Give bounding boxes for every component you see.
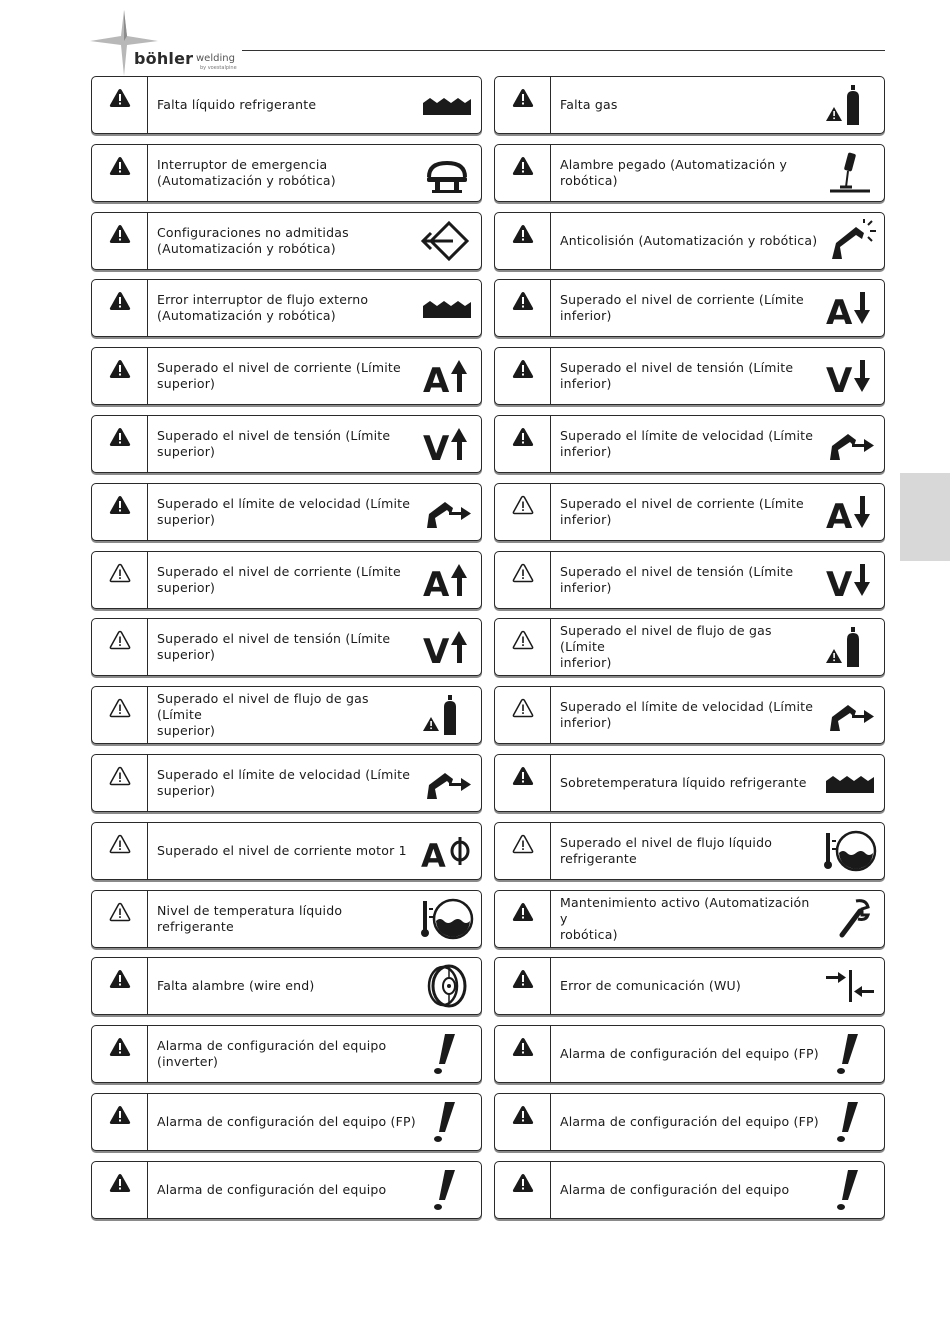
warning-outline-icon xyxy=(512,630,534,650)
alarm-label xyxy=(157,958,417,1014)
alarm-label-text: Falta alambre (wire end) xyxy=(157,978,315,994)
alarm-label-text: Falta gas xyxy=(560,97,618,112)
card-divider xyxy=(550,687,551,743)
current-down-icon xyxy=(822,286,878,330)
warning-outline-icon xyxy=(512,834,534,854)
alarm-label xyxy=(157,348,417,404)
warning-solid-icon xyxy=(512,291,534,311)
svg-text:V: V xyxy=(423,428,450,466)
alarm-card xyxy=(91,754,482,812)
alarm-label xyxy=(560,958,820,1014)
card-divider xyxy=(147,687,148,743)
alarm-label-text: Superado el límite de velocidad (Límite superior) xyxy=(157,766,411,798)
alarm-label xyxy=(157,416,417,472)
exclamation-icon xyxy=(419,1100,475,1144)
alarm-grid xyxy=(91,76,885,1219)
warning-solid-icon xyxy=(512,969,534,989)
alarm-label-text: Superado el límite de velocidad (Límite inferior) xyxy=(560,427,814,459)
alarm-label-text: Superado el nivel de corriente motor 1 xyxy=(157,842,407,858)
card-divider xyxy=(550,77,551,133)
card-divider xyxy=(550,484,551,540)
card-divider xyxy=(147,348,148,404)
card-divider xyxy=(550,213,551,269)
alarm-label xyxy=(157,823,417,879)
alarm-card xyxy=(494,212,885,270)
gas-cylinder-warning-icon xyxy=(419,693,475,737)
chapter-tab xyxy=(900,473,950,561)
alarm-card xyxy=(494,144,885,202)
alarm-card xyxy=(91,957,482,1015)
svg-text:V: V xyxy=(826,361,853,399)
alarm-card xyxy=(91,890,482,948)
warning-solid-icon xyxy=(512,1105,534,1125)
warning-solid-icon xyxy=(109,969,131,989)
card-divider xyxy=(550,891,551,947)
alarm-label-text: Configuraciones no admitidas (Automatización y robótica) xyxy=(157,224,349,256)
alarm-label xyxy=(157,755,417,811)
warning-outline-icon xyxy=(109,766,131,786)
alarm-label-text: Alarma de configuración del equipo xyxy=(560,1181,790,1197)
alarm-label xyxy=(560,755,820,811)
motor-current-icon xyxy=(419,829,475,873)
svg-text:A: A xyxy=(423,361,450,399)
warning-solid-icon xyxy=(109,156,131,176)
wire-stuck-icon xyxy=(822,151,878,195)
alarm-card xyxy=(494,686,885,744)
warning-solid-icon xyxy=(512,427,534,447)
card-divider xyxy=(147,619,148,675)
alarm-label-text: Alarma de configuración del equipo (FP) xyxy=(157,1113,416,1129)
alarm-label xyxy=(157,1162,417,1218)
voltage-up-icon xyxy=(419,422,475,466)
alarm-label xyxy=(560,1094,820,1150)
warning-outline-icon xyxy=(109,630,131,650)
alarm-card xyxy=(91,144,482,202)
alarm-label xyxy=(157,619,417,675)
coolant-icon xyxy=(419,83,475,127)
warning-solid-icon xyxy=(512,88,534,108)
alarm-label-text: Interruptor de emergencia (Automatización y robótica) xyxy=(157,156,336,188)
alarm-card xyxy=(494,551,885,609)
alarm-card xyxy=(91,1161,482,1219)
alarm-label xyxy=(157,1094,417,1150)
alarm-card xyxy=(494,890,885,948)
voltage-down-icon xyxy=(822,354,878,398)
alarm-card xyxy=(494,1025,885,1083)
alarm-card xyxy=(494,76,885,134)
alarm-label-text: Superado el nivel de tensión (Límite superior) xyxy=(157,631,391,663)
card-divider xyxy=(147,552,148,608)
alarm-card xyxy=(91,279,482,337)
brand-sub: welding xyxy=(196,53,235,64)
alarm-label xyxy=(157,213,417,269)
coolant-flow-icon xyxy=(419,897,475,941)
coolant-icon xyxy=(419,286,475,330)
warning-solid-icon xyxy=(512,902,534,922)
alarm-card xyxy=(91,212,482,270)
bohler-logo xyxy=(88,8,248,78)
alarm-label-text: Superado el límite de velocidad (Límite inferior) xyxy=(560,699,814,731)
alarm-label-text: Superado el nivel de tensión (Límite superior) xyxy=(157,427,391,459)
alarm-card xyxy=(91,551,482,609)
warning-solid-icon xyxy=(512,766,534,786)
robot-speed-icon xyxy=(419,490,475,534)
exclamation-icon xyxy=(822,1032,878,1076)
voltage-up-icon xyxy=(419,625,475,669)
alarm-label xyxy=(560,619,820,675)
robot-speed-icon xyxy=(419,761,475,805)
alarm-label-text: Alarma de configuración del equipo xyxy=(157,1181,387,1197)
svg-text:A: A xyxy=(423,564,450,602)
alarm-label-text: Superado el límite de velocidad (Límite superior) xyxy=(157,495,411,527)
alarm-card xyxy=(494,483,885,541)
card-divider xyxy=(550,348,551,404)
coolant-flow-icon xyxy=(822,829,878,873)
warning-solid-icon xyxy=(512,156,534,176)
alarm-label-text: Mantenimiento activo (Automatización y robótica) xyxy=(560,894,810,942)
card-divider xyxy=(550,1162,551,1218)
warning-outline-icon xyxy=(512,563,534,583)
alarm-label xyxy=(157,891,417,947)
alarm-card xyxy=(494,822,885,880)
alarm-label-text: Superado el nivel de corriente (Límite superior) xyxy=(157,360,401,392)
config-arrow-icon xyxy=(419,219,475,263)
alarm-label xyxy=(157,145,417,201)
voltage-down-icon xyxy=(822,558,878,602)
alarm-card xyxy=(494,279,885,337)
alarm-label xyxy=(560,823,820,879)
warning-outline-icon xyxy=(109,698,131,718)
alarm-label xyxy=(157,77,417,133)
wire-spool-icon xyxy=(419,964,475,1008)
header-rule xyxy=(242,50,885,51)
alarm-card xyxy=(91,347,482,405)
card-divider xyxy=(550,416,551,472)
alarm-label-text: Nivel de temperatura líquido refrigerante xyxy=(157,902,343,934)
gas-cylinder-warning-icon xyxy=(822,625,878,669)
alarm-label xyxy=(560,213,820,269)
gas-cylinder-warning-icon xyxy=(822,83,878,127)
alarm-label-text: Superado el nivel de flujo de gas (Límite superior) xyxy=(157,691,369,739)
warning-solid-icon xyxy=(512,1173,534,1193)
card-divider xyxy=(550,755,551,811)
alarm-card xyxy=(91,483,482,541)
card-divider xyxy=(147,1026,148,1082)
card-divider xyxy=(550,958,551,1014)
warning-outline-icon xyxy=(109,902,131,922)
card-divider xyxy=(550,619,551,675)
card-divider xyxy=(550,145,551,201)
alarm-label xyxy=(560,1162,820,1218)
alarm-label-text: Sobretemperatura líquido refrigerante xyxy=(560,774,807,790)
svg-text:V: V xyxy=(423,632,450,670)
card-divider xyxy=(147,213,148,269)
card-divider xyxy=(147,958,148,1014)
coolant-icon xyxy=(822,761,878,805)
warning-solid-icon xyxy=(512,224,534,244)
warning-outline-icon xyxy=(109,563,131,583)
alarm-label xyxy=(157,552,417,608)
alarm-label xyxy=(157,484,417,540)
alarm-card xyxy=(494,415,885,473)
alarm-label xyxy=(560,1026,820,1082)
alarm-label xyxy=(560,280,820,336)
alarm-label xyxy=(157,280,417,336)
alarm-label-text: Superado el nivel de tensión (Límite inferior) xyxy=(560,360,794,392)
alarm-label-text: Anticolisión (Automatización y robótica) xyxy=(560,232,818,248)
card-divider xyxy=(147,280,148,336)
warning-solid-icon xyxy=(109,1037,131,1057)
alarm-label xyxy=(560,891,820,947)
warning-outline-icon xyxy=(512,495,534,515)
robot-speed-icon xyxy=(822,422,878,466)
warning-solid-icon xyxy=(109,88,131,108)
warning-solid-icon xyxy=(109,291,131,311)
alarm-card xyxy=(494,957,885,1015)
card-divider xyxy=(147,484,148,540)
current-up-icon xyxy=(419,354,475,398)
alarm-label-text: Superado el nivel de corriente (Límite inferior) xyxy=(560,495,804,527)
alarm-label xyxy=(560,145,820,201)
card-divider xyxy=(147,1162,148,1218)
alarm-card xyxy=(494,618,885,676)
exclamation-icon xyxy=(419,1168,475,1212)
alarm-label-text: Superado el nivel de corriente (Límite inferior) xyxy=(560,292,804,324)
warning-outline-icon xyxy=(109,834,131,854)
exclamation-icon xyxy=(419,1032,475,1076)
alarm-label xyxy=(157,687,417,743)
alarm-card xyxy=(91,76,482,134)
alarm-label-text: Error de comunicación (WU) xyxy=(560,978,741,994)
alarm-label xyxy=(560,77,820,133)
alarm-label-text: Error interruptor de flujo externo (Automatización y robótica) xyxy=(157,292,369,324)
alarm-label xyxy=(560,687,820,743)
svg-text:A: A xyxy=(421,836,446,873)
alarm-card xyxy=(494,1093,885,1151)
alarm-label xyxy=(560,552,820,608)
svg-text:A: A xyxy=(826,496,853,534)
svg-text:A: A xyxy=(826,293,853,331)
alarm-card xyxy=(494,347,885,405)
alarm-card xyxy=(91,415,482,473)
current-down-icon xyxy=(822,490,878,534)
alarm-card xyxy=(494,754,885,812)
alarm-label xyxy=(157,1026,417,1082)
card-divider xyxy=(147,823,148,879)
alarm-card xyxy=(91,1025,482,1083)
warning-solid-icon xyxy=(109,359,131,379)
robot-collision-icon xyxy=(822,219,878,263)
alarm-card xyxy=(91,618,482,676)
warning-solid-icon xyxy=(109,1105,131,1125)
card-divider xyxy=(147,755,148,811)
warning-outline-icon xyxy=(512,698,534,718)
card-divider xyxy=(147,416,148,472)
card-divider xyxy=(147,1094,148,1150)
card-divider xyxy=(550,552,551,608)
alarm-label-text: Superado el nivel de flujo de gas (Límite inferior) xyxy=(560,623,772,671)
card-divider xyxy=(550,823,551,879)
svg-text:V: V xyxy=(826,564,853,602)
communication-icon xyxy=(822,964,878,1008)
alarm-label-text: Superado el nivel de flujo líquido refrigerante xyxy=(560,834,773,866)
alarm-card xyxy=(91,822,482,880)
exclamation-icon xyxy=(822,1168,878,1212)
card-divider xyxy=(147,77,148,133)
exclamation-icon xyxy=(822,1100,878,1144)
warning-solid-icon xyxy=(109,224,131,244)
alarm-card xyxy=(91,686,482,744)
wrench-icon xyxy=(822,897,878,941)
robot-speed-icon xyxy=(822,693,878,737)
brand-tag: by voestalpine xyxy=(200,65,237,71)
alarm-label-text: Alarma de configuración del equipo (FP) xyxy=(560,1046,819,1062)
alarm-label-text: Alambre pegado (Automatización y robótica) xyxy=(560,156,788,188)
current-up-icon xyxy=(419,558,475,602)
alarm-label xyxy=(560,416,820,472)
card-divider xyxy=(550,1094,551,1150)
emergency-stop-icon xyxy=(419,151,475,195)
alarm-label-text: Falta líquido refrigerante xyxy=(157,97,317,112)
card-divider xyxy=(147,891,148,947)
brand-name: böhler xyxy=(134,49,194,68)
alarm-label-text: Alarma de configuración del equipo (inverter) xyxy=(157,1038,387,1070)
alarm-label-text: Alarma de configuración del equipo (FP) xyxy=(560,1113,819,1129)
warning-solid-icon xyxy=(109,495,131,515)
warning-solid-icon xyxy=(512,1037,534,1057)
card-divider xyxy=(550,280,551,336)
warning-solid-icon xyxy=(512,359,534,379)
alarm-label-text: Superado el nivel de tensión (Límite inferior) xyxy=(560,563,794,595)
card-divider xyxy=(147,145,148,201)
card-divider xyxy=(550,1026,551,1082)
alarm-label-text: Superado el nivel de corriente (Límite superior) xyxy=(157,563,401,595)
alarm-label xyxy=(560,484,820,540)
alarm-card xyxy=(494,1161,885,1219)
warning-solid-icon xyxy=(109,427,131,447)
warning-solid-icon xyxy=(109,1173,131,1193)
alarm-label xyxy=(560,348,820,404)
alarm-card xyxy=(91,1093,482,1151)
